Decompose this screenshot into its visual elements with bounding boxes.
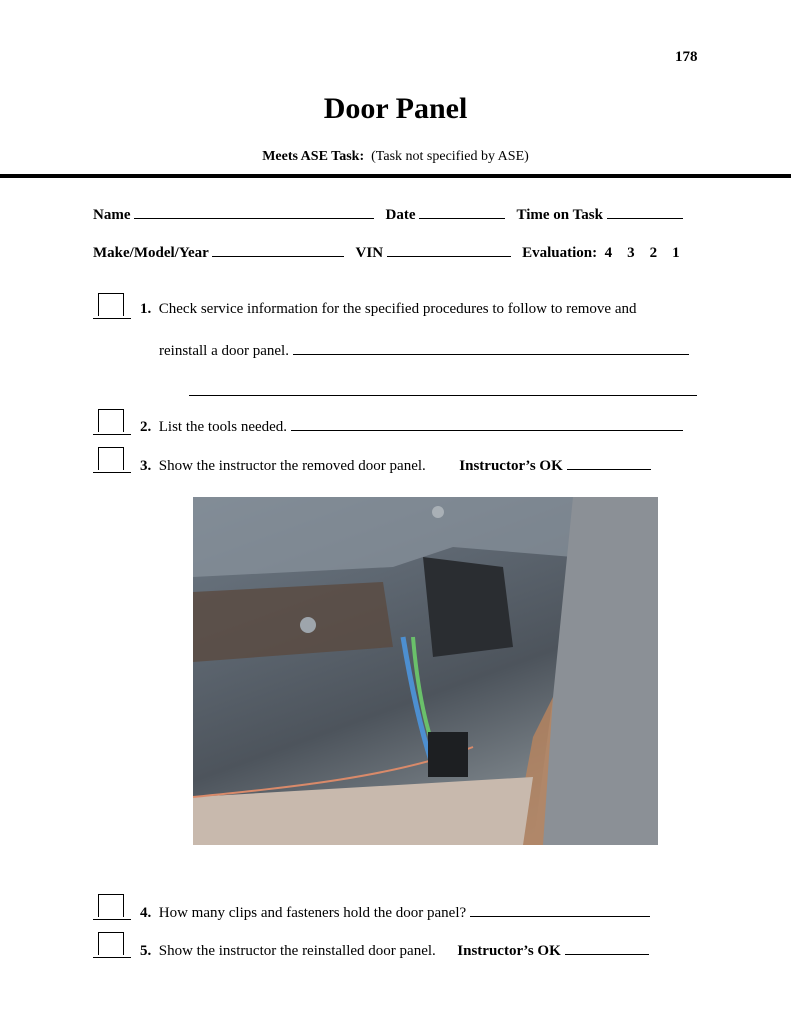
vin-label: VIN	[355, 245, 384, 261]
ase-task-label: Meets ASE Task:	[262, 149, 365, 164]
task-text: Check service information for the specified procedures to follow to remove and	[158, 301, 637, 317]
task-1-answer-field[interactable]	[293, 340, 689, 355]
task-text: List the tools needed.	[158, 419, 288, 435]
task-number: 1.	[140, 301, 152, 317]
task-2-answer-field[interactable]	[291, 416, 683, 431]
page-title: Door Panel	[323, 92, 468, 125]
task-2-checkbox[interactable]	[93, 409, 131, 435]
task-4-checkbox[interactable]	[93, 894, 131, 920]
task-3	[140, 455, 651, 475]
instructor-ok-label: Instructor’s OK	[459, 458, 563, 474]
time-on-task-field[interactable]	[607, 204, 683, 219]
door-interior-image	[193, 497, 658, 845]
task-1-continued	[159, 340, 689, 360]
task-4-answer-field[interactable]	[470, 902, 650, 917]
name-row	[93, 204, 683, 224]
evaluation-score-1[interactable]: 1	[672, 245, 680, 261]
instructor-ok-field[interactable]	[565, 940, 649, 955]
make-model-year-field[interactable]	[212, 242, 344, 257]
date-label: Date	[385, 207, 416, 223]
task-text: Show the instructor the removed door panel.	[158, 458, 426, 474]
ase-task-line	[0, 148, 791, 166]
evaluation-label: Evaluation:	[522, 245, 598, 261]
date-field[interactable]	[419, 204, 505, 219]
evaluation-score-3[interactable]: 3	[627, 245, 635, 261]
task-1-answer-line-2[interactable]	[189, 395, 697, 396]
task-text: How many clips and fasteners hold the door panel?	[158, 905, 467, 921]
vehicle-row	[93, 242, 680, 262]
task-number: 5.	[140, 943, 152, 959]
task-number: 4.	[140, 905, 152, 921]
evaluation-score-2[interactable]: 2	[649, 245, 658, 261]
evaluation-score-4[interactable]: 4	[604, 245, 613, 261]
ase-task-value: (Task not specified by ASE)	[371, 149, 529, 164]
task-4	[140, 902, 650, 922]
task-text: reinstall a door panel.	[159, 343, 289, 359]
task-text: Show the instructor the reinstalled door panel.	[158, 943, 436, 959]
task-1-checkbox[interactable]	[93, 293, 131, 319]
task-number: 3.	[140, 458, 152, 474]
vin-field[interactable]	[387, 242, 511, 257]
task-1	[140, 300, 637, 318]
make-model-year-label: Make/Model/Year	[93, 245, 209, 261]
task-3-checkbox[interactable]	[93, 447, 131, 473]
task-5-checkbox[interactable]	[93, 932, 131, 958]
task-2	[140, 416, 683, 436]
header-divider	[0, 174, 791, 178]
task-number: 2.	[140, 419, 152, 435]
instructor-ok-field[interactable]	[567, 455, 651, 470]
time-on-task-label: Time on Task	[516, 207, 603, 223]
door-panel-photo	[193, 497, 658, 845]
task-5	[140, 940, 649, 960]
instructor-ok-label: Instructor’s OK	[457, 943, 561, 959]
name-field[interactable]	[134, 204, 374, 219]
name-label: Name	[93, 207, 131, 223]
page-number: 178	[675, 49, 698, 65]
